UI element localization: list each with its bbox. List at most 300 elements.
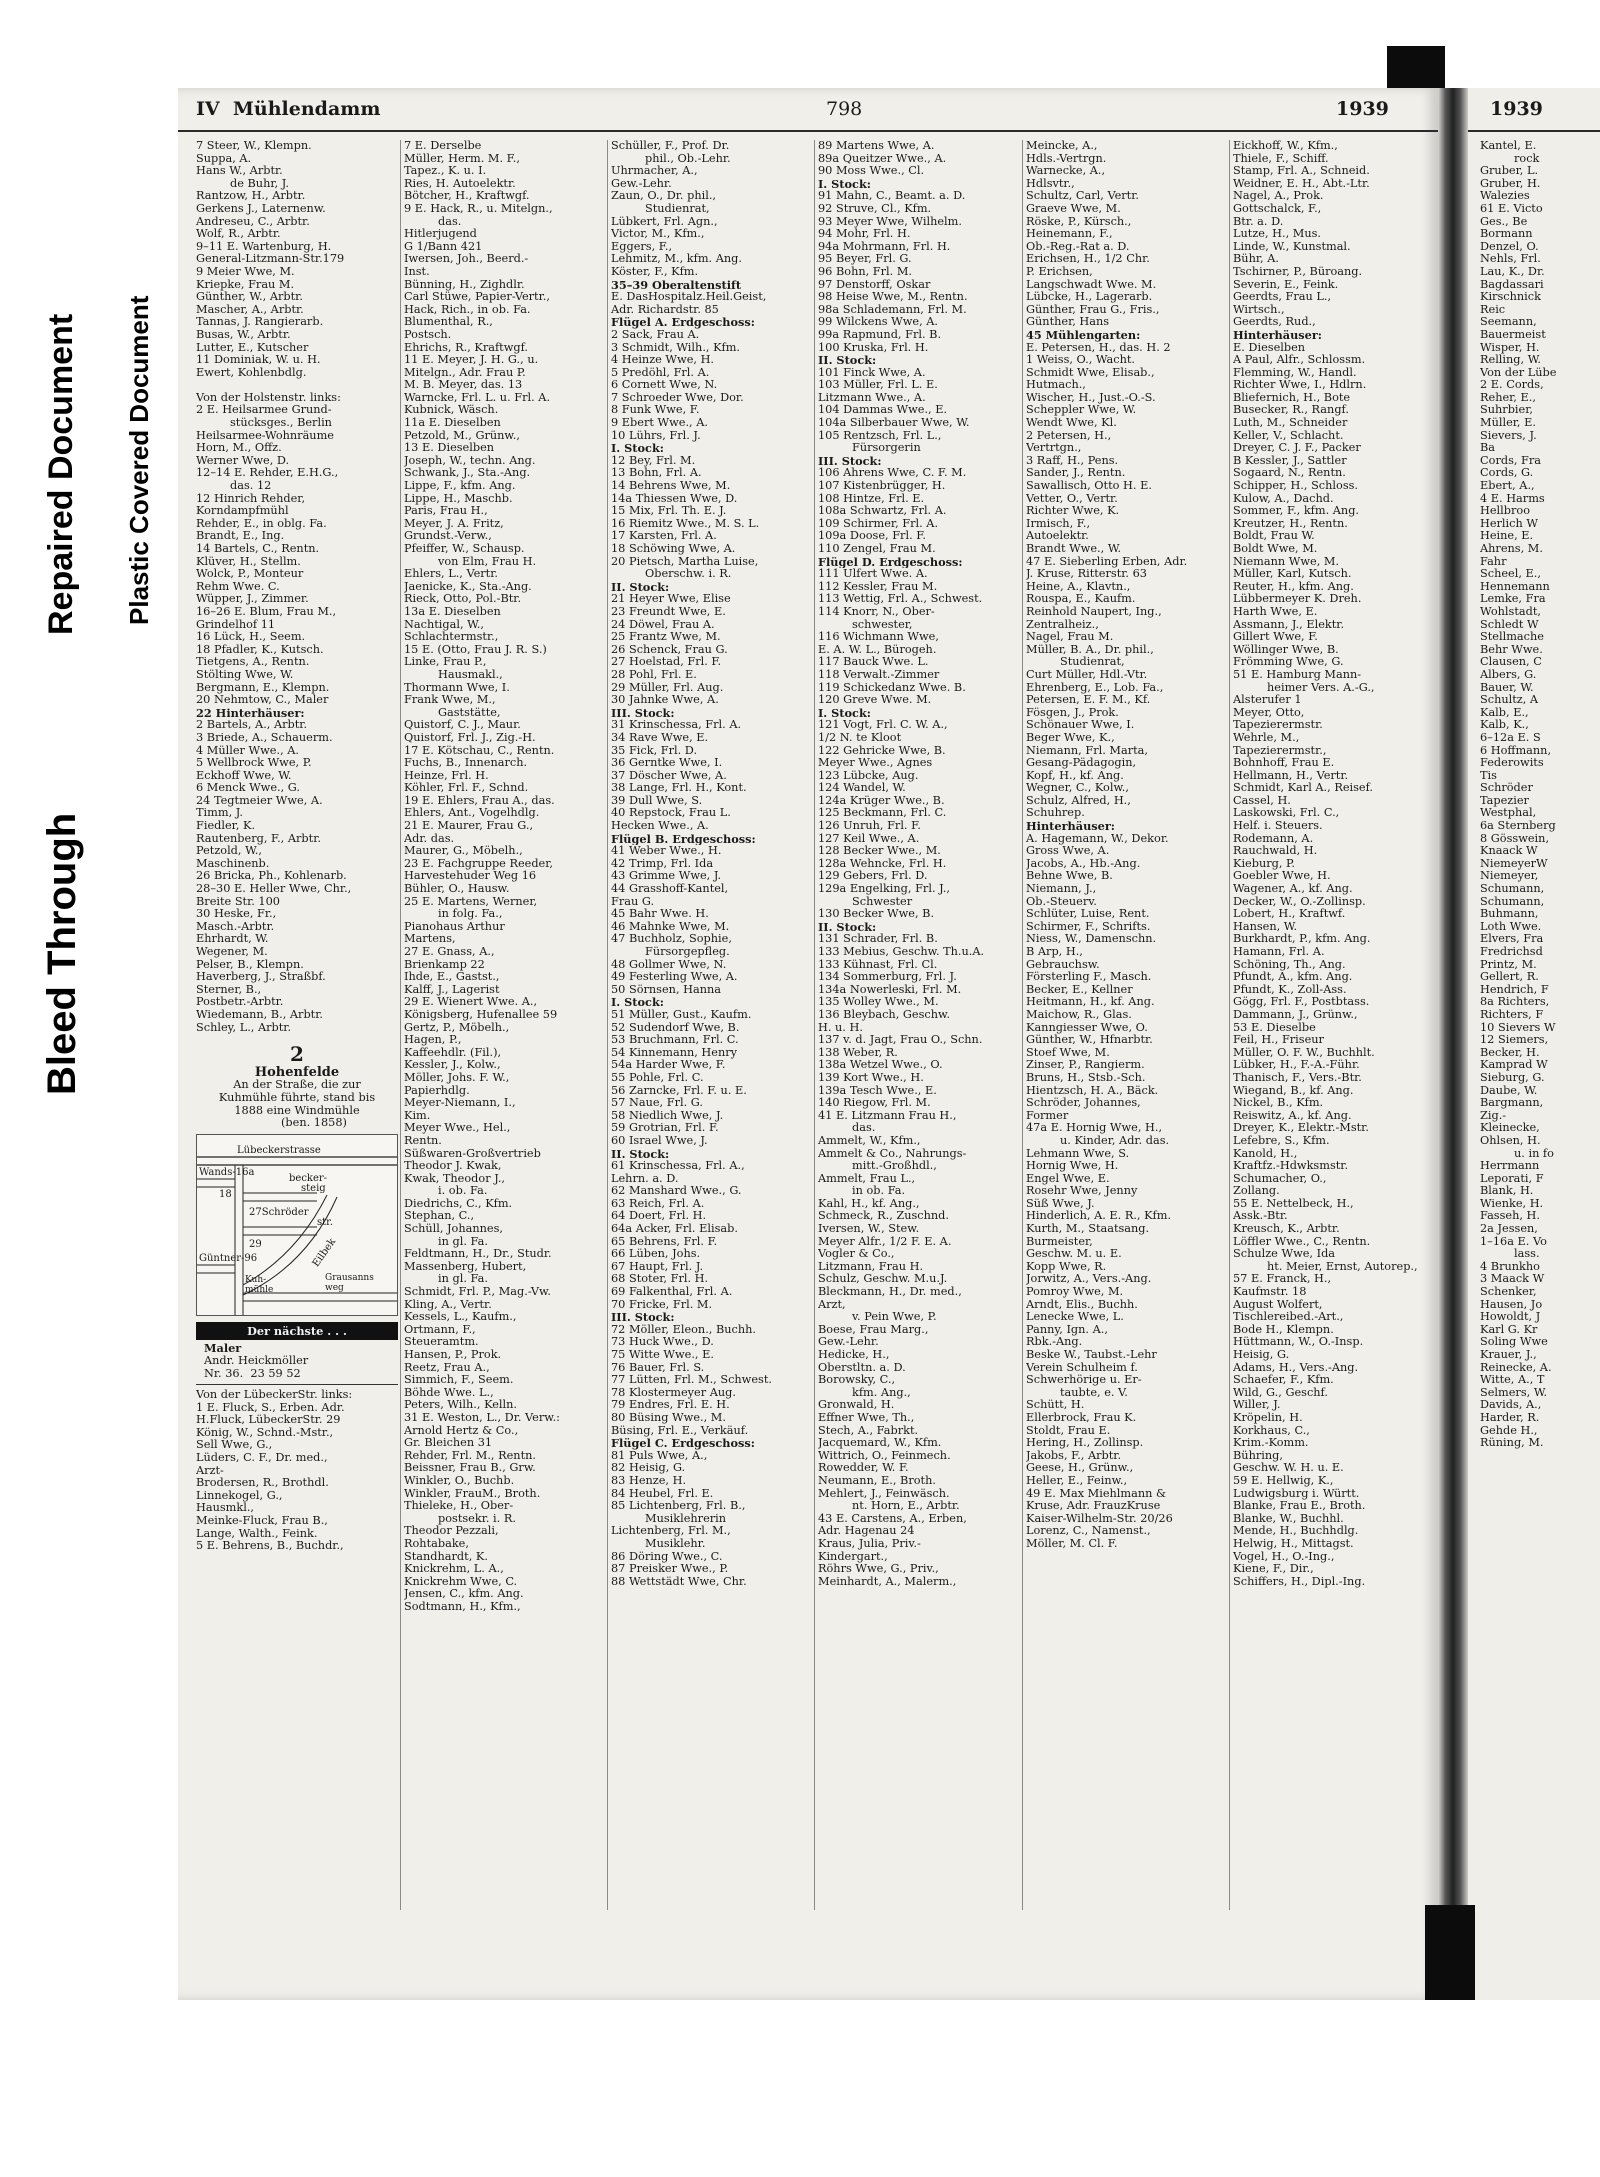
directory-entry: Köster, F., Kfm. — [611, 265, 699, 278]
directory-entry: Boldt Wwe, M. — [1233, 543, 1318, 555]
directory-entry: 12 Hinrich Rehder, — [196, 492, 306, 505]
directory-entry: Schipper, H., Schloss. — [1233, 480, 1359, 493]
directory-entry: Richter Wwe, I., Hdlrn. — [1233, 379, 1367, 392]
directory-entry: Westphal, — [1480, 807, 1537, 820]
directory-entry: Harder, R. — [1480, 1411, 1540, 1424]
directory-entry: Boese, Frau Marg., — [818, 1323, 929, 1336]
directory-entry: Meyer Wwe., Agnes — [818, 757, 933, 770]
directory-entry: das. 12 — [230, 480, 272, 493]
directory-entry: 1/2 N. te Kloot — [818, 731, 902, 744]
directory-entry: Meincke, A., — [1026, 140, 1098, 152]
directory-entry: I. Stock: — [818, 177, 871, 191]
directory-entry: 128 Becker Wwe., M. — [818, 845, 941, 858]
directory-entry: 107 Kistenbrügger, H. — [818, 480, 946, 493]
directory-entry: Hendrich, F — [1480, 983, 1549, 996]
directory-entry: Gew.-Lehr. — [611, 177, 672, 190]
directory-entry: Ellerbrock, Frau K. — [1026, 1411, 1137, 1424]
directory-entry: 6 Hoffmann, — [1480, 744, 1552, 757]
directory-entry: Müller, E. — [1480, 417, 1536, 430]
directory-entry: Gellert, R. — [1480, 971, 1539, 984]
directory-entry: Assk.-Btr. — [1233, 1210, 1288, 1223]
directory-entry: Tapezierermstr., — [1233, 744, 1327, 757]
directory-entry: Behne Wwe, B. — [1026, 870, 1113, 883]
directory-entry: 7 E. Derselbe — [404, 140, 482, 152]
directory-entry: 78 Klostermeyer Aug. — [611, 1386, 736, 1399]
directory-entry: 108 Hintze, Frl. E. — [818, 492, 925, 505]
directory-entry: 12–14 E. Rehder, E.H.G., — [196, 467, 339, 480]
directory-entry: Rantzow, H., Arbtr. — [196, 190, 306, 203]
page-header — [178, 88, 1438, 126]
directory-entry: Ob.-Reg.-Rat a. D. — [1026, 240, 1130, 253]
directory-entry: August Wolfert, — [1233, 1298, 1323, 1311]
directory-entry: Horn, M., Offz. — [196, 442, 282, 455]
scan-edge-top — [1387, 46, 1445, 90]
directory-entry: heimer Vers. A.-G., — [1267, 681, 1375, 694]
directory-entry: 8 Funk Wwe, F. — [611, 404, 700, 417]
directory-entry: Nagel, Frau M. — [1026, 631, 1114, 644]
directory-entry: Linke, Frau P., — [404, 656, 487, 669]
directory-entry: Joseph, W., techn. Ang. — [404, 454, 536, 467]
street-map — [196, 1134, 398, 1316]
directory-entry: Pelser, B., Klempn. — [196, 958, 304, 971]
directory-entry: H. u. H. — [818, 1021, 863, 1034]
directory-entry: 92 Struve, Cl., Kfm. — [818, 202, 932, 215]
directory-entry: H.Fluck, LübeckerStr. 29 — [196, 1414, 341, 1427]
directory-entry: Verein Schulheim f. — [1026, 1361, 1138, 1374]
directory-entry: B Kessler, J., Sattler — [1233, 454, 1347, 467]
directory-entry: Goebler Wwe, H. — [1233, 870, 1331, 883]
directory-entry: mitt.-Großhdl., — [852, 1160, 937, 1173]
directory-entry: Severin, E., Feink. — [1233, 278, 1339, 291]
column-1 — [196, 140, 398, 1910]
directory-entry: Adr. Hagenau 24 — [818, 1525, 915, 1538]
book-gutter — [1438, 88, 1468, 2000]
directory-entry: 8 Gösswein, — [1480, 832, 1550, 845]
directory-entry: Helwig, H., Mittagst. — [1233, 1537, 1354, 1550]
directory-entry: 82 Heisig, G. — [611, 1462, 686, 1475]
directory-entry: Kim. — [404, 1109, 431, 1122]
directory-entry: Scheppler Wwe, W. — [1026, 404, 1137, 417]
column-4 — [818, 140, 1020, 1910]
directory-entry: 49 Festerling Wwe, A. — [611, 971, 738, 984]
directory-entry: Köhler, Frl. F., Schnd. — [404, 782, 529, 795]
map-label-str: str. — [317, 1216, 334, 1228]
directory-entry: Tapez., K. u. I. — [404, 165, 487, 178]
directory-entry: Ries, H. Autoelektr. — [404, 177, 516, 190]
directory-entry: 24 Tegtmeier Wwe, A. — [196, 794, 323, 807]
directory-entry: Günther, Hans — [1026, 316, 1110, 329]
directory-entry: Heinemann, F., — [1026, 228, 1113, 241]
directory-entry: rock — [1514, 152, 1540, 165]
directory-entry: 6–12a E. S — [1480, 731, 1541, 744]
directory-entry: Ammelt, W., Kfm., — [818, 1134, 921, 1147]
directory-entry: 95 Beyer, Frl. G. — [818, 253, 912, 266]
directory-entry: Victor, M., Kfm., — [611, 228, 705, 241]
column-2 — [404, 140, 606, 1910]
directory-entry: Hutmach., — [1026, 379, 1086, 392]
directory-entry: 73 Huck Wwe., D. — [611, 1336, 714, 1349]
directory-entry: 20 Pietsch, Martha Luise, — [611, 555, 759, 568]
directory-entry: 50 Sörnsen, Hanna — [611, 983, 721, 996]
directory-entry: Rehder, Frl. M., Rentn. — [404, 1449, 536, 1462]
directory-entry: ht. Meier, Ernst, Autorep., — [1267, 1260, 1418, 1273]
directory-entry: das. — [438, 215, 462, 228]
directory-entry: Keller, V., Schlacht. — [1233, 429, 1344, 442]
directory-entry: Quistorf, Frl. J., Zig.-H. — [404, 731, 536, 744]
directory-entry: Lübbermeyer K. Dreh. — [1233, 593, 1362, 606]
directory-entry: III. Stock: — [611, 1311, 675, 1324]
directory-entry: Dreyer, K., Elektr.-Mstr. — [1233, 1122, 1369, 1135]
column-5 — [1026, 140, 1228, 1910]
ad-maler-name: Andr. Heickmöller — [204, 1353, 309, 1367]
directory-entry: Burkhardt, P., kfm. Ang. — [1233, 933, 1371, 946]
directory-entry: Uhrmacher, A., — [611, 165, 698, 178]
directory-entry: 126 Unruh, Frl. F. — [818, 820, 921, 833]
directory-entry: Fiedler, K. — [196, 820, 256, 833]
directory-entry: Rautenberg, F., Arbtr. — [196, 832, 321, 845]
directory-entry: 76 Bauer, Frl. S. — [611, 1361, 705, 1374]
directory-entry: 61 Krinschessa, Frl. A., — [611, 1160, 745, 1173]
map-label-wandsbek: Wands-16a — [199, 1166, 255, 1178]
directory-entry: 30 Heske, Fr., — [196, 908, 277, 921]
directory-entry: Försterling F., Masch. — [1026, 971, 1152, 984]
directory-entry: Pianohaus Arthur — [404, 920, 505, 933]
directory-entry: Schüll, Johannes, — [404, 1223, 503, 1236]
directory-entry: 10 Lührs, Frl. J. — [611, 429, 701, 442]
directory-entry: Meyer Alfr., 1/2 F. E. A. — [818, 1235, 952, 1248]
directory-entry: 3 Raff, H., Pens. — [1026, 454, 1119, 467]
directory-entry: Willer, J. — [1233, 1399, 1281, 1412]
directory-entry: Kubnick, Wäsch. — [404, 404, 499, 417]
directory-entry: 22 Hinterhäuser: — [196, 706, 305, 720]
directory-entry: Schumann, — [1480, 895, 1545, 908]
directory-entry: Jakobs, F., Arbtr. — [1026, 1449, 1122, 1462]
directory-entry: 31 Krinschessa, Frl. A. — [611, 719, 742, 732]
directory-entry: Helf. i. Steuers. — [1233, 820, 1323, 833]
directory-entry: Heisig, G. — [1233, 1349, 1290, 1361]
directory-entry: Hüttmann, W., O.-Insp. — [1233, 1336, 1364, 1349]
district-number: 2 — [290, 1042, 304, 1067]
directory-entry: 23 E. Fachgruppe Reeder, — [404, 857, 553, 870]
directory-entry: Schumann, — [1480, 883, 1545, 896]
directory-entry: Wienke, H. — [1480, 1197, 1544, 1210]
right-header-year: 1939 — [1490, 98, 1543, 120]
directory-entry: Massenberg, Hubert, — [404, 1260, 527, 1273]
directory-entry: Zaun, O., Dr. phil., — [611, 190, 717, 203]
directory-entry: Thormann Wwe, I. — [404, 681, 510, 694]
directory-entry: Gronwald, H. — [818, 1399, 895, 1412]
directory-entry: 57 E. Franck, H., — [1233, 1273, 1332, 1286]
directory-entry: Heilsarmee-Wohnräume — [196, 429, 334, 442]
directory-entry: Inst. — [404, 265, 430, 278]
directory-entry: Iwersen, Joh., Beerd.- — [404, 253, 529, 266]
directory-entry: Dammann, J., Grünw., — [1233, 1008, 1358, 1021]
column-divider — [400, 140, 401, 1910]
directory-entry: Hausmakl., — [438, 668, 503, 681]
directory-entry: 16 Lück, H., Seem. — [196, 631, 306, 644]
directory-entry: Tapezier — [1480, 794, 1529, 807]
ad-maler-nr: Nr. 36. — [204, 1366, 244, 1380]
directory-entry: Wendt Wwe, Kl. — [1026, 417, 1117, 430]
directory-entry: II. Stock: — [818, 920, 877, 934]
directory-entry: Standhardt, K. — [404, 1550, 488, 1563]
directory-entry: 89 Martens Wwe, A. — [818, 140, 935, 152]
directory-entry: 75 Witte Wwe., E. — [611, 1349, 714, 1361]
directory-entry: 7 Schroeder Wwe, Dor. — [611, 391, 744, 404]
directory-entry: Denzel, O. — [1480, 240, 1539, 253]
directory-entry: 109 Schirmer, Frl. A. — [818, 517, 939, 530]
directory-entry: Heitmann, H., kf. Ang. — [1026, 996, 1155, 1009]
directory-entry: Eickhoff, W., Kfm., — [1233, 140, 1338, 152]
directory-entry: Schulze Wwe, Ida — [1233, 1248, 1336, 1261]
directory-entry: Wegener, M. — [196, 946, 268, 958]
directory-entry: 46 Mahnke Wwe, M. — [611, 920, 730, 933]
directory-entry: Becker, E., Kellner — [1026, 983, 1133, 996]
directory-entry: Königsberg, Hufenallee 59 — [404, 1008, 558, 1021]
directory-entry: 133 Mebius, Geschw. Th.u.A. — [818, 946, 985, 958]
directory-entry: Reinecke, A. — [1480, 1361, 1552, 1374]
directory-entry: Stephan, C., — [404, 1210, 475, 1223]
directory-entry: 31 E. Weston, L., Dr. Verw.: — [404, 1411, 560, 1424]
directory-entry: in folg. Fa., — [438, 908, 503, 921]
directory-entry: Wüpper, J., Zimmer. — [196, 593, 309, 606]
directory-entry: Schmidt, Karl A., Reisef. — [1233, 782, 1373, 795]
directory-entry: 140 Riegow, Frl. M. — [818, 1097, 931, 1110]
directory-entry: E. Dieselben — [1233, 341, 1306, 354]
directory-entry: 125 Beckmann, Frl. C. — [818, 807, 947, 820]
scan-edge-bottom — [1425, 1905, 1475, 2000]
right-column-lines — [1480, 140, 1598, 1450]
directory-entry: 87 Preisker Wwe., P. — [611, 1563, 729, 1576]
directory-entry: Decker, W., O.-Zollinsp. — [1233, 895, 1366, 908]
directory-entry: 8a Richters, — [1480, 996, 1550, 1009]
directory-entry: Stoef Wwe, M. — [1026, 1046, 1110, 1059]
directory-entry: Theodor J. Kwak, — [404, 1160, 502, 1173]
directory-entry: 3 Maack W — [1480, 1273, 1545, 1286]
directory-entry: Frau G. — [611, 895, 655, 908]
directory-entry: Krauer, J., — [1480, 1349, 1537, 1361]
directory-entry: 41 Weber Wwe., H. — [611, 845, 722, 858]
right-header-rule — [1468, 130, 1600, 132]
directory-entry: Rieck, Otto, Pol.-Btr. — [404, 593, 522, 606]
directory-entry: Reic — [1480, 303, 1506, 316]
directory-entry: 114 Knorr, N., Ober- — [818, 605, 935, 618]
directory-entry: v. Pein Wwe, P. — [852, 1311, 937, 1324]
directory-entry: Burmeister, — [1026, 1235, 1093, 1248]
directory-entry: Cords, G. — [1480, 467, 1534, 480]
directory-entry: Quistorf, C. J., Maur. — [404, 719, 521, 732]
directory-entry: Jacobs, A., Hb.-Ang. — [1026, 857, 1141, 870]
directory-entry: Iversen, W., Stew. — [818, 1223, 920, 1236]
directory-entry: 113 Wettig, Frl. A., Schwest. — [818, 593, 983, 606]
directory-entry: Gruber, L. — [1480, 165, 1539, 178]
directory-entry: Lemke, Fra — [1480, 593, 1546, 606]
directory-entry: stücksges., Berlin — [230, 417, 332, 430]
directory-entry: 90 Moss Wwe., Cl. — [818, 165, 925, 178]
directory-entry: u. in fo — [1514, 1147, 1554, 1160]
map-label-schroeder: 27Schröder — [249, 1206, 309, 1218]
directory-entry: Elvers, Fra — [1480, 933, 1544, 946]
directory-entry: Kraus, Julia, Priv.- — [818, 1537, 921, 1550]
directory-entry: J. Kruse, Ritterstr. 63 — [1026, 568, 1147, 581]
directory-entry: 106 Ahrens Wwe, C. F. M. — [818, 467, 967, 480]
directory-entry: 21 E. Maurer, Frau G., — [404, 820, 534, 833]
directory-entry: Kraftfz.-Hdwksmstr. — [1233, 1160, 1349, 1173]
directory-entry: Timm, J. — [196, 807, 243, 820]
directory-entry: Wiedemann, B., Arbtr. — [196, 1008, 323, 1021]
directory-entry: Rosehr Wwe, Jenny — [1026, 1185, 1138, 1198]
directory-entry: Kanold, H., — [1233, 1147, 1298, 1160]
directory-entry: Schuhrep. — [1026, 807, 1085, 820]
directory-entry: Adams, H., Vers.-Ang. — [1233, 1361, 1359, 1374]
directory-entry: Kessels, L., Kaufm., — [404, 1311, 517, 1324]
directory-entry: Andreseu, C., Arbtr. — [196, 215, 310, 228]
directory-entry: 127 Keil Wwe., A. — [818, 832, 920, 845]
map-label-eilbek: Eilbek — [310, 1236, 339, 1269]
directory-entry: 25 Frantz Wwe, M. — [611, 631, 721, 644]
header-year: 1939 — [1336, 98, 1389, 120]
directory-entry: Hans W., Arbtr. — [196, 165, 283, 178]
directory-entry: Flügel D. Erdgeschoss: — [818, 555, 963, 569]
directory-entry: Busecker, R., Rangf. — [1233, 404, 1349, 417]
directory-entry: P. Erichsen, — [1026, 265, 1093, 278]
directory-entry: 1 E. Fluck, S., Erben. Adr. — [196, 1401, 345, 1414]
directory-entry: Wehrle, M., — [1233, 731, 1300, 744]
header-volume: IV — [196, 98, 220, 120]
directory-entry: Bauermeist — [1480, 328, 1546, 341]
directory-entry: Linnekogel, G., — [196, 1489, 283, 1502]
directory-entry: 4 Brunkho — [1480, 1260, 1540, 1273]
map-label-kuhmuehle: Kuh-mühle — [245, 1274, 274, 1295]
directory-entry: 15 Mix, Frl. Th. E. J. — [611, 505, 727, 518]
directory-entry: Rehm Wwe. C. — [196, 580, 280, 593]
directory-entry: 27 E. Gnass, A., — [404, 946, 495, 958]
directory-entry: Engel Wwe, E. — [1026, 1172, 1110, 1185]
directory-entry: II. Stock: — [818, 354, 877, 367]
column-divider — [1022, 140, 1023, 1910]
directory-entry: Kessler, J., Kolw., — [404, 1059, 501, 1072]
directory-entry: nt. Horn, E., Arbtr. — [852, 1500, 960, 1513]
directory-entry: Schmeck, R., Zuschnd. — [818, 1210, 949, 1223]
directory-entry: Behr Wwe. — [1480, 643, 1543, 656]
directory-entry: Borowsky, C., — [818, 1374, 896, 1387]
directory-entry: 64 Doert, Frl. H. — [611, 1210, 707, 1223]
column-6 — [1233, 140, 1435, 1910]
directory-entry: Gruber, H. — [1480, 177, 1541, 190]
directory-entry: Kirschnick — [1480, 291, 1541, 304]
directory-entry: Wischer, H., Just.-O.-S. — [1026, 391, 1156, 404]
directory-entry: 72 Möller, Eleon., Buchh. — [611, 1323, 757, 1336]
directory-entry: Schulz, Alfred, H., — [1026, 794, 1131, 807]
directory-entry: 84 Heubel, Frl. E. — [611, 1487, 714, 1500]
directory-entry: 48 Gollmer Wwe, N. — [611, 958, 727, 971]
column-1-lines — [196, 140, 398, 1034]
directory-entry: Hientzsch, H. A., Bäck. — [1026, 1084, 1159, 1097]
directory-entry: Bruns, H., Stsb.-Sch. — [1026, 1071, 1146, 1084]
directory-entry: 47 Buchholz, Sophie, — [611, 933, 732, 946]
directory-entry: Sieburg, G. — [1480, 1071, 1545, 1084]
ad-maler-contact — [196, 1368, 398, 1381]
directory-entry: 119 Schickedanz Wwe. B. — [818, 681, 966, 694]
directory-entry: 120 Greve Wwe. M. — [818, 694, 932, 707]
directory-entry: Beske W., Taubst.-Lehr — [1026, 1349, 1157, 1361]
directory-entry: Von der LübeckerStr. links: — [196, 1389, 353, 1402]
directory-entry: 13 E. Dieselben — [404, 442, 495, 455]
directory-entry: Schirmer, F., Schrifts. — [1026, 920, 1151, 933]
directory-entry: Hedicke, H., — [818, 1349, 890, 1361]
directory-entry: 62 Manshard Wwe., G. — [611, 1185, 742, 1198]
directory-entry: 133 Kühnast, Frl. Cl. — [818, 958, 938, 971]
directory-entry: 10 Sievers W — [1480, 1021, 1556, 1034]
directory-entry: Lau, K., Dr. — [1480, 265, 1545, 278]
directory-entry: Walezies — [1480, 190, 1530, 203]
directory-entry: Hack, Rich., in ob. Fa. — [404, 303, 531, 316]
directory-entry: Lippe, H., Maschb. — [404, 492, 513, 505]
district-description — [196, 1079, 398, 1129]
directory-entry: 139 Kort Wwe., H. — [818, 1071, 924, 1084]
directory-entry: Hellbroo — [1480, 505, 1530, 518]
directory-entry: Papierhdlg. — [404, 1084, 470, 1097]
directory-entry: 18 Pfadler, K., Kutsch. — [196, 643, 324, 656]
directory-entry: Lange, Walth., Feink. — [196, 1527, 318, 1540]
directory-entry: Vogler & Co., — [818, 1248, 895, 1261]
directory-entry: Kindergart., — [818, 1550, 888, 1563]
directory-entry: 2 E. Heilsarmee Grund- — [196, 404, 332, 417]
directory-entry: Btr. a. D. — [1233, 215, 1284, 228]
directory-entry: 49 E. Max Miehlmann & — [1026, 1487, 1167, 1500]
directory-entry: Röhrs Wwe, G., Priv., — [818, 1563, 939, 1576]
directory-entry: 24 Döwel, Frau A. — [611, 618, 715, 631]
directory-entry: Schultz, A — [1480, 694, 1539, 707]
directory-entry: Eckhoff Wwe, W. — [196, 769, 292, 782]
directory-entry: Brandt, E., Ing. — [196, 530, 285, 543]
directory-entry: 19 E. Ehlers, Frau A., das. — [404, 794, 555, 807]
directory-entry: 39 Dull Wwe, S. — [611, 794, 703, 807]
directory-entry: Davids, A., — [1480, 1399, 1542, 1412]
directory-entry: 2 Bartels, A., Arbtr. — [196, 719, 308, 732]
header-rule — [178, 130, 1438, 132]
directory-entry: 129a Engelking, Frl. J., — [818, 883, 950, 896]
directory-entry: 3 Schmidt, Wilh., Kfm. — [611, 341, 741, 354]
directory-entry: Ludwigsburg i. Württ. — [1233, 1487, 1360, 1500]
directory-entry: 101 Finck Wwe, A. — [818, 366, 926, 379]
directory-entry: Petzold, W., — [196, 845, 262, 858]
directory-entry: Steueramtm. — [404, 1336, 479, 1349]
directory-entry: in gl. Fa. — [438, 1273, 488, 1286]
directory-entry: Bormann — [1480, 228, 1533, 241]
directory-entry: Süß Wwe, J. — [1026, 1197, 1095, 1210]
directory-entry: 109a Doose, Frl. F. — [818, 530, 926, 543]
directory-entry: 96 Bohn, Frl. M. — [818, 265, 912, 278]
directory-entry: Howoldt, J — [1480, 1311, 1541, 1324]
directory-entry: 13 Bohn, Frl. A. — [611, 467, 702, 480]
directory-entry: 129 Gebers, Frl. D. — [818, 870, 928, 883]
directory-entry: Müller, Herm. M. F., — [404, 152, 520, 165]
directory-entry: Ammelt & Co., Nahrungs- — [818, 1147, 967, 1160]
directory-entry: Lorenz, C., Namenst., — [1026, 1525, 1151, 1538]
directory-entry: 9 Meier Wwe, M. — [196, 265, 295, 278]
directory-entry: Niemann, Frl. Marta, — [1026, 744, 1148, 757]
directory-entry: Tis — [1480, 769, 1497, 782]
directory-entry: Hdls.-Vertrgn. — [1026, 152, 1107, 165]
map-label-grauman: Grausanns weg — [325, 1272, 374, 1293]
directory-entry: Maschinenb. — [196, 857, 270, 870]
directory-entry: Tietgens, A., Rentn. — [196, 656, 310, 669]
header-volume-street — [196, 98, 380, 120]
directory-entry: 40 Repstock, Frau L. — [611, 807, 731, 820]
directory-entry: Stamp, Frl. A., Schneid. — [1233, 165, 1370, 178]
directory-entry: Rbk.-Ang. — [1026, 1336, 1083, 1349]
